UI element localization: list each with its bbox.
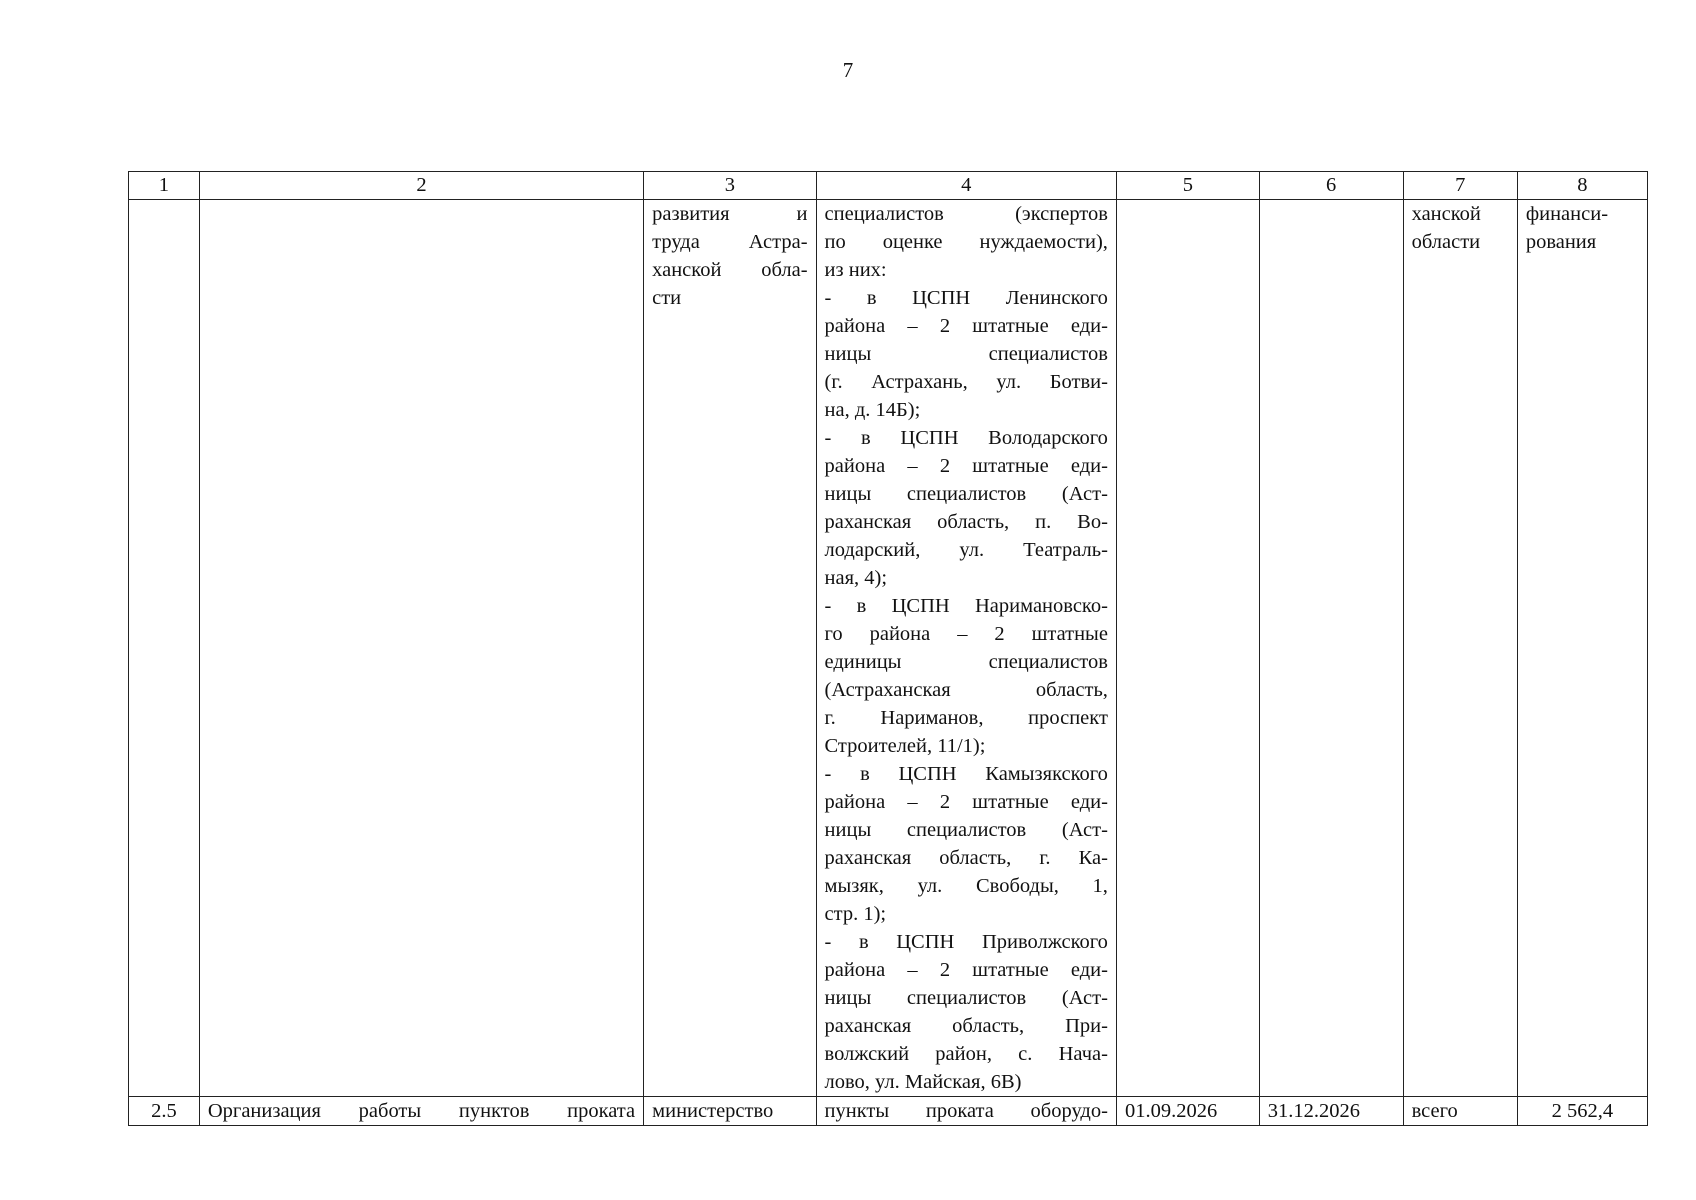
- result-lines: [825, 200, 1108, 1096]
- text-line: (Астраханская область,: [824, 679, 1108, 701]
- header-cell-6: 6: [1259, 172, 1403, 200]
- header-cell-1: 1: [129, 172, 200, 200]
- text-line: района – 2 штатные еди-: [824, 791, 1108, 813]
- text-line: ная, 4);: [824, 567, 888, 589]
- text-line: - в ЦСПН Ленинского: [824, 287, 1108, 309]
- text-line: ницы специалистов (Аст-: [824, 483, 1108, 505]
- text-line: ханской обла-: [652, 259, 808, 281]
- text-line: из них:: [824, 259, 887, 281]
- text-line: единицы специалистов: [824, 651, 1108, 673]
- text-line: раханская область, г. Ка-: [824, 847, 1108, 869]
- text-line: лово, ул. Майская, 6В): [824, 1071, 1022, 1093]
- cell-amount: [1517, 200, 1647, 1097]
- text-line: развития и: [652, 203, 808, 225]
- text-line: рования: [1525, 231, 1597, 253]
- text-line: района – 2 штатные еди-: [824, 315, 1108, 337]
- header-cell-8: 8: [1517, 172, 1647, 200]
- executor-lines: [652, 200, 807, 312]
- cell-source: [1403, 200, 1517, 1097]
- header-cell-7: 7: [1403, 172, 1517, 200]
- source-lines: [1412, 200, 1509, 256]
- cell-name: [199, 200, 643, 1097]
- text-line: - в ЦСПН Приволжского: [824, 931, 1108, 953]
- text-line: - в ЦСПН Камызякского: [824, 763, 1108, 785]
- text-line: стр. 1);: [824, 903, 887, 925]
- row-2-5-executor: министерство: [644, 1097, 816, 1126]
- text-line: ницы специалистов (Аст-: [824, 819, 1108, 841]
- text-line: г. Нариманов, проспект: [824, 707, 1108, 729]
- header-cell-3: 3: [644, 172, 816, 200]
- text-line: области: [1411, 231, 1481, 253]
- text-line: - в ЦСПН Володарского: [824, 427, 1108, 449]
- plan-table: [128, 171, 1648, 1126]
- cell-result: [816, 200, 1116, 1097]
- row-2-5-result: пункты проката оборудо-: [816, 1097, 1116, 1126]
- text-line: финанси-: [1525, 203, 1609, 225]
- text-line: раханская область, При-: [824, 1015, 1108, 1037]
- text-line: лодарский, ул. Театраль-: [824, 539, 1108, 561]
- table-row-2-5: [129, 1097, 1648, 1126]
- text-line: волжский район, с. Нача-: [824, 1043, 1108, 1065]
- cell-num: [129, 200, 200, 1097]
- text-line: ханской: [1411, 203, 1481, 225]
- cell-executor: [644, 200, 816, 1097]
- text-line: Строителей, 11/1);: [824, 735, 986, 757]
- text-line: раханская область, п. Во-: [824, 511, 1108, 533]
- text-line: ницы специалистов (Аст-: [824, 987, 1108, 1009]
- amount-lines: [1526, 200, 1639, 256]
- header-cell-4: 4: [816, 172, 1116, 200]
- text-line: района – 2 штатные еди-: [824, 455, 1108, 477]
- text-line: го района – 2 штатные: [824, 623, 1108, 645]
- header-cell-5: 5: [1116, 172, 1259, 200]
- text-line: мызяк, ул. Свободы, 1,: [824, 875, 1108, 897]
- header-row: [129, 172, 1648, 200]
- row-2-5-end: 31.12.2026: [1259, 1097, 1403, 1126]
- row-2-5-name: Организация работы пунктов проката: [199, 1097, 643, 1126]
- row-2-5-amount: 2 562,4: [1517, 1097, 1647, 1126]
- header-cell-2: 2: [199, 172, 643, 200]
- row-2-5-num: 2.5: [129, 1097, 200, 1126]
- continuation-row: [129, 200, 1648, 1097]
- text-line: - в ЦСПН Наримановско-: [824, 595, 1108, 617]
- text-line: района – 2 штатные еди-: [824, 959, 1108, 981]
- text-line: ницы специалистов: [824, 343, 1108, 365]
- text-line: на, д. 14Б);: [824, 399, 921, 421]
- text-line: труда Астра-: [652, 231, 808, 253]
- row-2-5-start: 01.09.2026: [1116, 1097, 1259, 1126]
- text-line: (г. Астрахань, ул. Ботви-: [824, 371, 1108, 393]
- text-line: по оценке нуждаемости),: [824, 231, 1108, 253]
- text-line: специалистов (экспертов: [824, 203, 1108, 225]
- cell-start: [1116, 200, 1259, 1097]
- text-line: сти: [652, 287, 682, 309]
- row-2-5-source: всего: [1403, 1097, 1517, 1126]
- cell-end: [1259, 200, 1403, 1097]
- page-number: 7: [842, 58, 854, 82]
